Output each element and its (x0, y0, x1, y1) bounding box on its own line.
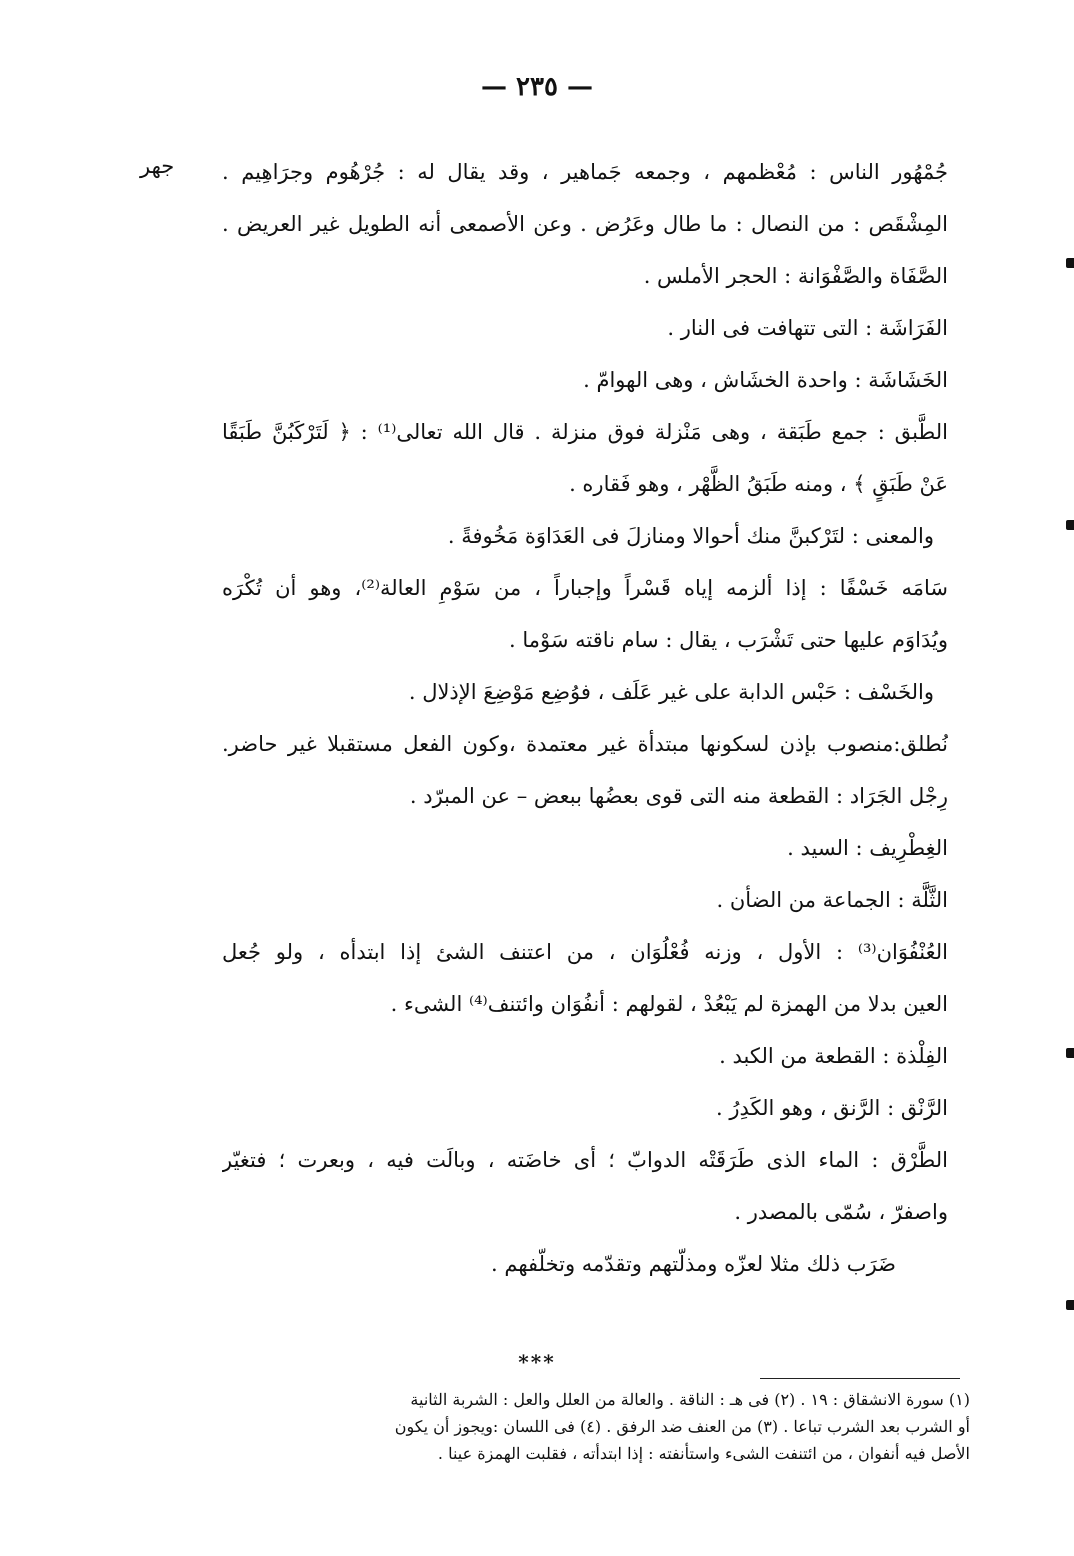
body-line: والخَسْف : حَبْس الدابة على غير عَلَف ، فوُضِع مَوْضِعَ الإذلال . (408, 680, 934, 704)
scan-edge-mark (1066, 1048, 1074, 1058)
body-line: الخَشَاشَة : واحدة الخشَاش ، وهى الهوامّ . (583, 368, 948, 392)
section-separator: *** (518, 1350, 556, 1374)
body-line: جُمْهُور الناس : مُعْظمهم ، وجمعه جَماهير ، وقد يقال له : جُرْهُوم وجرَاهِيم . (222, 160, 948, 184)
body-line: الفَرَاشَة : التى تتهافت فى النار . (667, 316, 948, 340)
body-line: رِجْل الجَرَاد : القطعة منه التى قوى بعضُها ببعض – عن المبرّد . (409, 784, 948, 808)
body-line: واصفرّ ، سُمّى بالمصدر . (734, 1200, 948, 1224)
body-line: الطَّرْق : الماء الذى طَرَقَتْه الدوابّ ؛ أى خاضَته ، وبالَت فيه ، وبعرت ؛ فتغيّر (222, 1148, 948, 1172)
body-line: العُنْفُوَان⁽³⁾ : الأول ، وزنه فُعْلُوَان ، من اعتنف الشئ إذا ابتدأه ، ولو جُعل (222, 940, 948, 964)
footnote-line: (١) سورة الانشقاق : ١٩ . (٢) فى هـ : الناقة . والعالة من العلل والعل : الشربة الثانية (410, 1390, 970, 1409)
footnote-line: أو الشرب بعد الشرب تباعا . (٣) من العنف ضد الرفق . (٤) فى اللسان :ويجوز أن يكون (394, 1417, 970, 1436)
body-line: عَنْ طَبَقٍ ﴾ ، ومنه طَبَقُ الظَّهْر ، وهو فَقاره . (569, 472, 948, 496)
body-line: سَامَه خَسْفًا : إذا ألزمه إياه قَسْراً وإجباراً ، من سَوْمِ العالة⁽²⁾، وهو أن تُكْرَه (222, 576, 948, 600)
scan-edge-mark (1066, 258, 1074, 268)
body-line: الثَّلَّة : الجماعة من الضأن . (716, 888, 948, 912)
body-line: ضَرَب ذلك مثلا لعزّه ومذلّتهم وتقدّمه وتخلّفهم . (491, 1252, 896, 1276)
body-line: الغِطْرِيف : السيد . (787, 836, 948, 860)
body-line: الفِلْذة : القطعة من الكبد . (719, 1044, 948, 1068)
page-body (222, 146, 948, 1290)
body-line: الصَّفَاة والصَّفْوَانة : الحجر الأملس . (643, 264, 948, 288)
footnotes (222, 1386, 970, 1467)
margin-headword: جهر (140, 154, 175, 178)
footnote-line: الأصل فيه أنفوان ، من ائتنفت الشىء واستأنفته : إذا ابتدأته ، فقلبت الهمزة عينا . (437, 1444, 970, 1463)
body-line: الرَّنْق : الرَّنق ، وهو الكَدِرُ . (716, 1096, 948, 1120)
body-line: المِشْقَص : من النصال : ما طال وعَرُض . وعن الأصمعى أنه الطويل غير العريض . (222, 212, 948, 236)
body-line: العين بدلا من الهمزة لم يَبْعُدْ ، لقولهم : أنفُوَان وائتنف⁽⁴⁾ الشىء . (390, 992, 948, 1016)
body-line: نُطلق:منصوب بإذن لسكونها مبتدأة غير معتمدة ،وكون الفعل مستقبلا غير حاضر. (222, 732, 948, 756)
page-number: — ٢٣٥ — (480, 72, 594, 102)
footnote-divider (760, 1378, 960, 1379)
body-line: الطَّبق : جمع طَبَقة ، وهى مَنْزلة فوق منزلة . قال الله تعالى⁽¹⁾ : ﴿ لَتَرْكَبُنَّ طَبَقًا (222, 420, 948, 444)
body-line: والمعنى : لتَرْكبنَّ منك أحوالا ومنازلَ فى العَدَاوَة مَخُوفةً . (447, 524, 934, 548)
body-line: ويُدَاوَم عليها حتى تَشْرَب ، يقال : سام ناقته سَوْما . (508, 628, 948, 652)
scan-edge-mark (1066, 1300, 1074, 1310)
scan-edge-mark (1066, 520, 1074, 530)
